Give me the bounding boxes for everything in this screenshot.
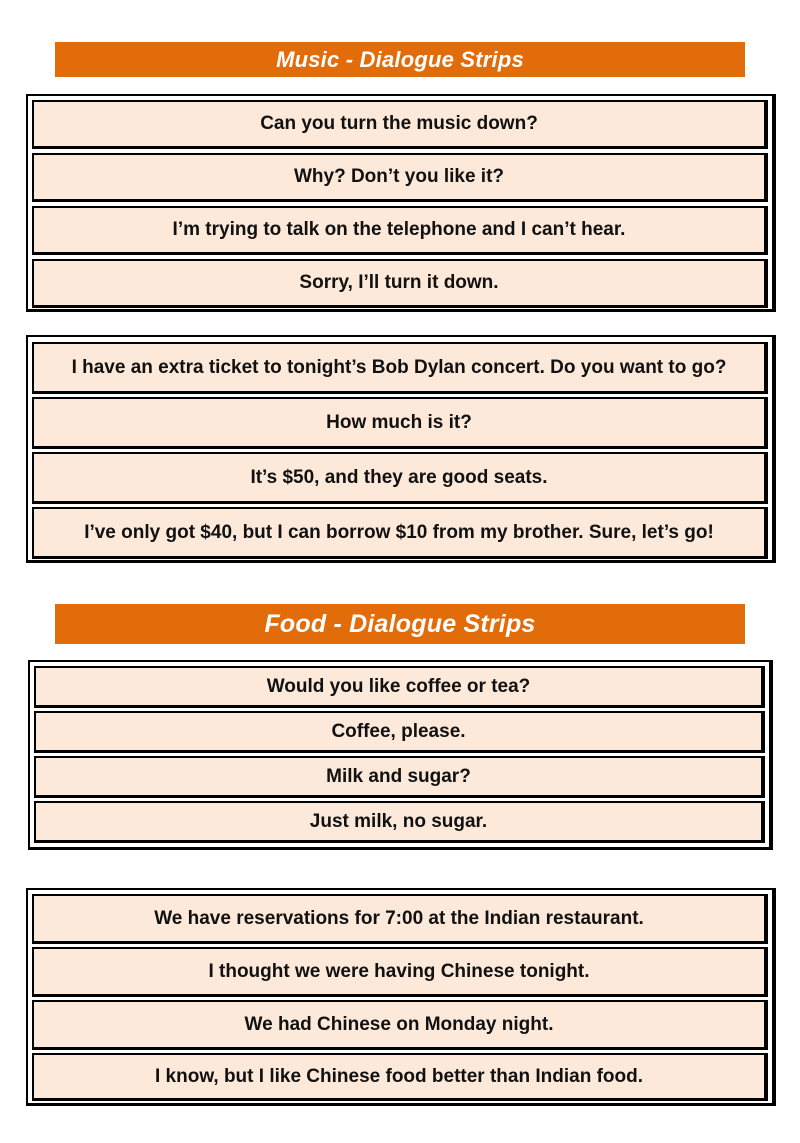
dialogue-strip: We had Chinese on Monday night. [32, 1000, 768, 1050]
dialogue-strip: How much is it? [32, 397, 768, 449]
music-dialogue-1 [26, 94, 776, 312]
music-section-title: Music - Dialogue Strips [55, 42, 745, 77]
dialogue-strip: Sorry, I’ll turn it down. [32, 259, 768, 308]
dialogue-strip: Coffee, please. [34, 711, 765, 753]
food-dialogue-2 [26, 888, 776, 1106]
dialogue-strip: I thought we were having Chinese tonight. [32, 947, 768, 997]
dialogue-strip: Would you like coffee or tea? [34, 666, 765, 708]
dialogue-strip: I’ve only got $40, but I can borrow $10 from my brother. Sure, let’s go! [32, 507, 768, 559]
dialogue-strip: It’s $50, and they are good seats. [32, 452, 768, 504]
food-dialogue-1 [28, 660, 773, 850]
dialogue-strip: Just milk, no sugar. [34, 801, 765, 843]
dialogue-strip: Milk and sugar? [34, 756, 765, 798]
food-section-title: Food - Dialogue Strips [55, 604, 745, 644]
dialogue-strip: We have reservations for 7:00 at the Indian restaurant. [32, 894, 768, 944]
dialogue-strip: Can you turn the music down? [32, 100, 768, 149]
dialogue-strip: I know, but I like Chinese food better than Indian food. [32, 1053, 768, 1101]
dialogue-strip: I’m trying to talk on the telephone and I can’t hear. [32, 206, 768, 255]
dialogue-strip: I have an extra ticket to tonight’s Bob Dylan concert. Do you want to go? [32, 342, 768, 394]
music-dialogue-2 [26, 335, 776, 563]
dialogue-strip: Why? Don’t you like it? [32, 153, 768, 202]
